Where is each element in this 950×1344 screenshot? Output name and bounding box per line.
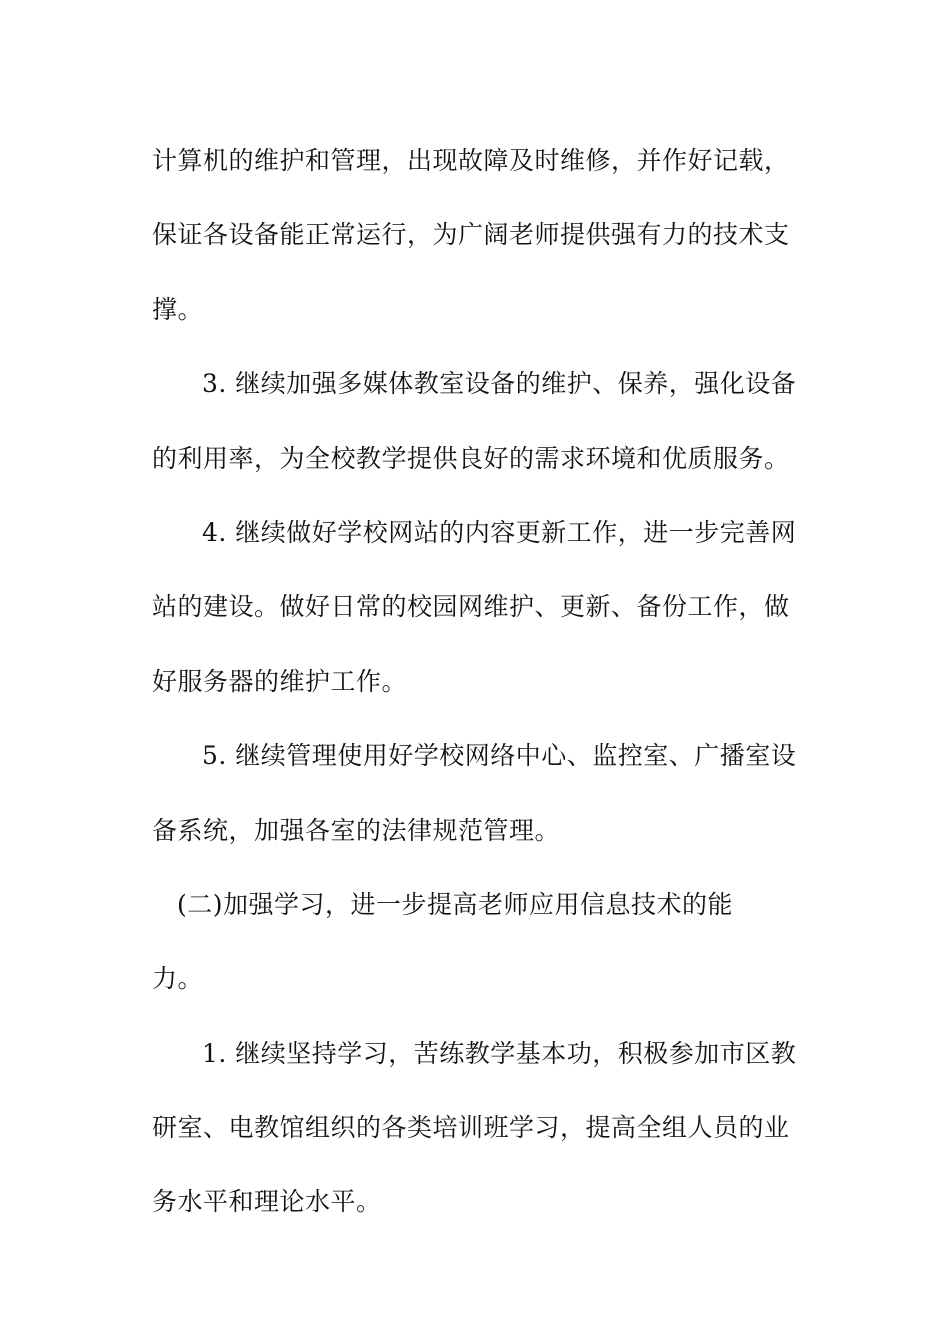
text-line: 站的建设。做好日常的校园网维护、更新、备份工作，做 (152, 592, 790, 622)
list-item-4: 4. 继续做好学校网站的内容更新工作，进一步完善网 (202, 517, 797, 547)
list-item-5: 5. 继续管理使用好学校网络中心、监控室、广播室设 (202, 741, 797, 771)
text-line: 的利用率，为全校教学提供良好的需求环境和优质服务。 (152, 443, 790, 473)
text-line: 研室、电教馆组织的各类培训班学习，提高全组人员的业 (152, 1113, 790, 1143)
text-line: 保证各设备能正常运行，为广阔老师提供强有力的技术支 (152, 220, 790, 250)
list-item-3: 3. 继续加强多媒体教室设备的维护、保养，强化设备 (202, 369, 797, 399)
section-heading: (二)加强学习，进一步提高老师应用信息技术的能 (177, 889, 734, 919)
text-line: 备系统，加强各室的法律规范管理。 (152, 815, 561, 845)
text-line: 力。 (152, 964, 204, 994)
text-line: 务水平和理论水平。 (152, 1187, 382, 1217)
text-line: 撑。 (152, 294, 204, 324)
list-item-1: 1. 继续坚持学习，苦练教学基本功，积极参加市区教 (202, 1038, 797, 1068)
text-line: 计算机的维护和管理，出现故障及时维修，并作好记载， (152, 146, 790, 175)
text-line: 好服务器的维护工作。 (152, 666, 408, 696)
body-text (152, 124, 812, 1240)
